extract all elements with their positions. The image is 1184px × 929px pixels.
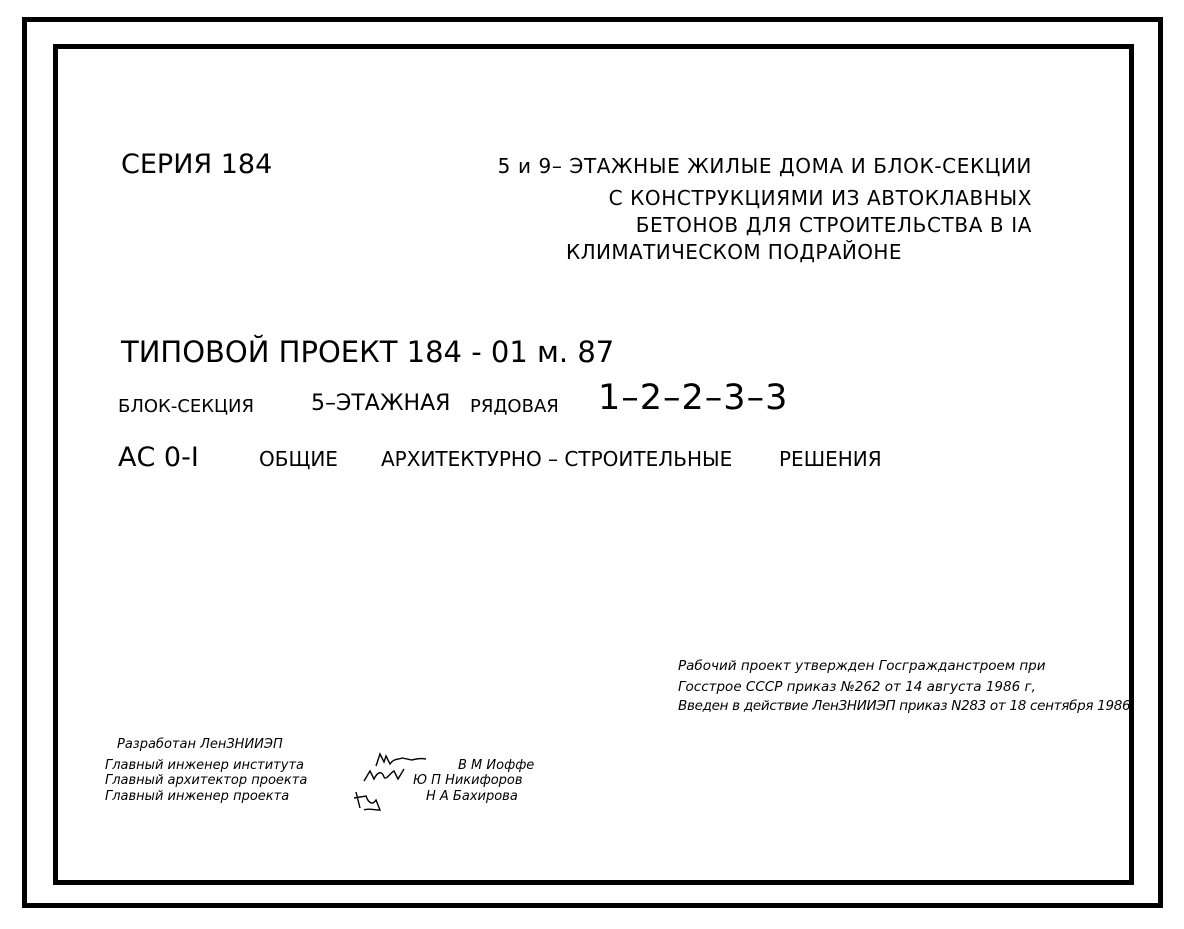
approval-line-2: Госстрое СССР приказ №262 от 14 августа 1986 г, [678,679,1036,695]
author-name-2: Ю П Никифоров [413,773,523,788]
author-role-2: Главный архитектор проекта [105,773,308,788]
series-label: СЕРИЯ 184 [121,149,273,180]
author-name-1: В М Иоффе [458,758,535,773]
approval-line-3: Введен в действие ЛенЗНИИЭП приказ N283 от 18 сентября 1986 [678,698,1131,714]
series-title-line-1: 5 и 9– ЭТАЖНЫЕ ЖИЛЫЕ ДОМА И БЛОК-СЕКЦИИ [497,154,1032,178]
album-title-part-2: АРХИТЕКТУРНО – СТРОИТЕЛЬНЫЕ [381,447,733,471]
block-section-row: РЯДОВАЯ [470,396,559,417]
author-role-1: Главный инженер института [105,758,304,773]
signature-3 [350,788,386,814]
album-title-part-3: РЕШЕНИЯ [779,447,882,471]
series-title-line-3: БЕТОНОВ ДЛЯ СТРОИТЕЛЬСТВА В IА [635,213,1032,237]
block-section-label: БЛОК-СЕКЦИЯ [118,396,254,417]
approval-line-1: Рабочий проект утвержден Госгражданстроем при [678,658,1046,674]
album-code: АС 0-I [118,442,199,473]
block-section-code: 1–2–2–3–3 [598,378,789,418]
developed-by: Разработан ЛенЗНИИЭП [117,737,283,752]
signature-2 [360,765,412,785]
author-name-3: Н А Бахирова [426,789,518,804]
album-title-part-1: ОБЩИЕ [259,447,338,471]
series-title-line-4: КЛИМАТИЧЕСКОМ ПОДРАЙОНЕ [566,240,902,264]
project-title: ТИПОВОЙ ПРОЕКТ 184 - 01 м. 87 [121,335,615,369]
author-role-3: Главный инженер проекта [105,789,290,804]
series-title-line-2: С КОНСТРУКЦИЯМИ ИЗ АВТОКЛАВНЫХ [608,186,1032,210]
block-section-type: 5–ЭТАЖНАЯ [311,391,451,416]
